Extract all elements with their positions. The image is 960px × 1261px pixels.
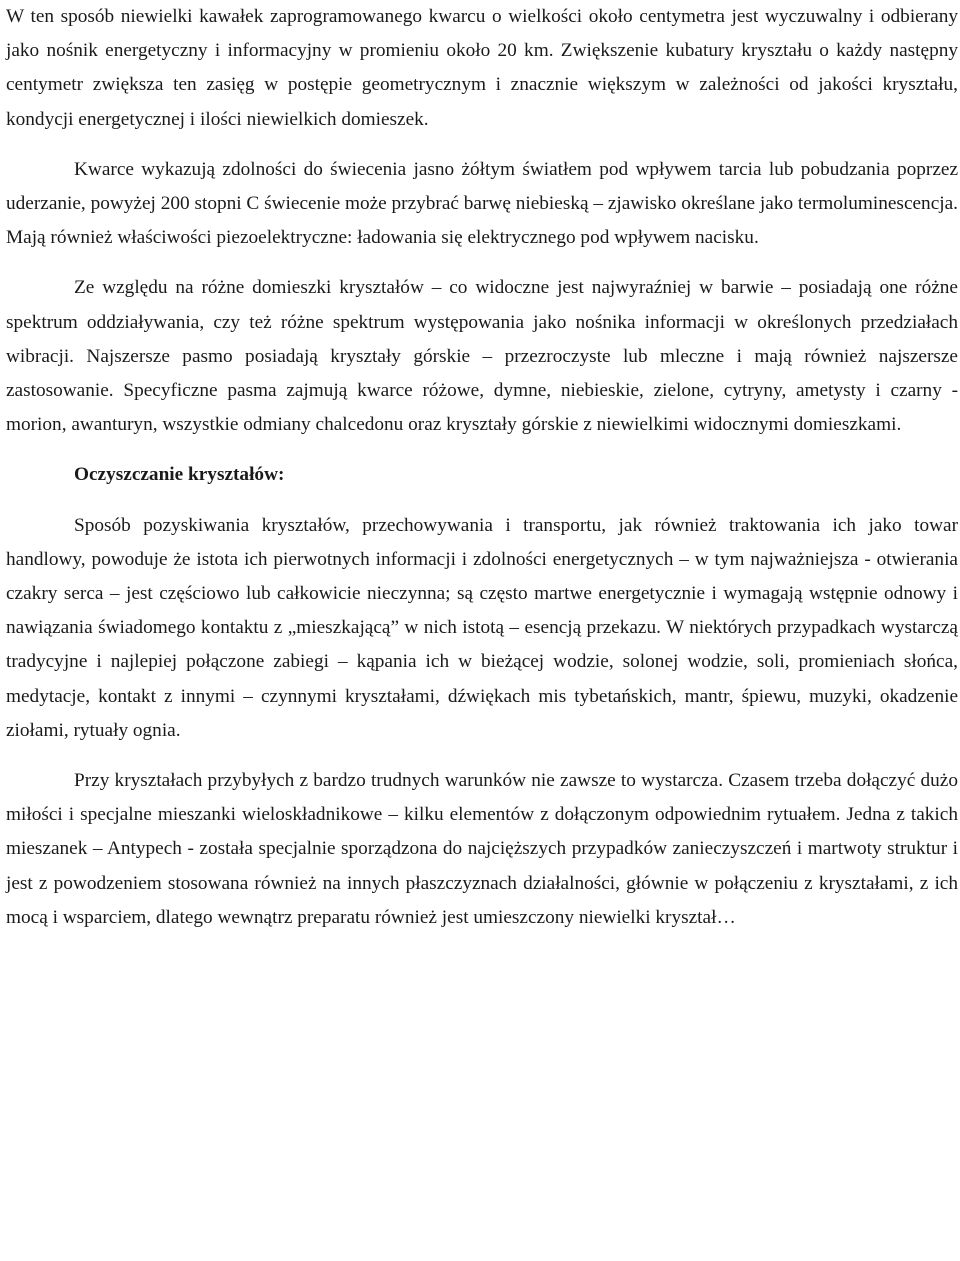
paragraph-3: Ze względu na różne domieszki kryształów – co widoczne jest najwyraźniej w barwie – posiadają one różne spektrum oddziaływania, czy też różne spektrum występowania jako nośnika informacji w określonych przedziałach wibracji. Najszersze pasmo posiadają kryształy górskie – przezroczyste lub mleczne i mają również najszersze zastosowanie. Specyficzne pasma zajmują kwarce różowe, dymne, niebieskie, zielone, cytryny, ametysty i czarny - morion, awanturyn, wszystkie odmiany chalcedonu oraz kryształy górskie z niewielkimi widocznymi domieszkami. [6,277,958,436]
paragraph-5: Przy kryształach przybyłych z bardzo trudnych warunków nie zawsze to wystarcza. Czasem trzeba dołączyć dużo miłości i specjalne mieszanki wieloskładnikowe – kilku elementów z dołączonym odpowiednim rytuałem. Jedna z takich mieszanek – Antypech - została specjalnie sporządzona do najcięższych przypadków zanieczyszczeń i martwoty struktur i jest z powodzeniem stosowana również na innych płaszczyznach działalności, głównie w połączeniu z kryształami, z ich mocą i wsparciem, dlatego wewnątrz preparatu również jest umieszczony niewielki kryształ… [6,770,958,928]
document-page [6,0,958,935]
paragraph-4: Sposób pozyskiwania kryształów, przechowywania i transportu, jak również traktowania ich jako towar handlowy, powoduje że istota ich pierwotnych informacji i zdolności energetycznych – w tym najważniejsza - otwierania czakry serca – jest częściowo lub całkowicie nieczynna; są często martwe energetycznie i wymagają wstępnie odnowy i nawiązania świadomego kontaktu z „mieszkającą” w nich istotą – esencją przekazu. W niektórych przypadkach wystarczą tradycyjne i najlepiej połączone zabiegi – kąpania ich w bieżącej wodzie, solonej wodzie, soli, promieniach słońca, medytacje, kontakt z innymi – czynnymi kryształami, dźwiękach mis tybetańskich, mantr, śpiewu, muzyki, okadzenie ziołami, rytuały ognia. [6,514,958,741]
paragraph-2: Kwarce wykazują zdolności do świecenia jasno żółtym światłem pod wpływem tarcia lub pobudzania poprzez uderzanie, powyżej 200 stopni C świecenie może przybrać barwę niebieską – zjawisko określane jako termoluminescencja. Mają również właściwości piezoelektryczne: ładowania się elektrycznego pod wpływem nacisku. [6,158,958,249]
paragraph-1: W ten sposób niewielki kawałek zaprogramowanego kwarcu o wielkości około centymetra jest wyczuwalny i odbierany jako nośnik energetyczny i informacyjny w promieniu około 20 km. Zwiększenie kubatury kryształu o każdy następny centymetr zwiększa ten zasięg w postępie geometrycznym i znacznie większym w zależności od jakości kryształu, kondycji energetycznej i ilości niewielkich domieszek. [6,6,958,130]
section-heading: Oczyszczanie kryształów: [74,464,285,486]
